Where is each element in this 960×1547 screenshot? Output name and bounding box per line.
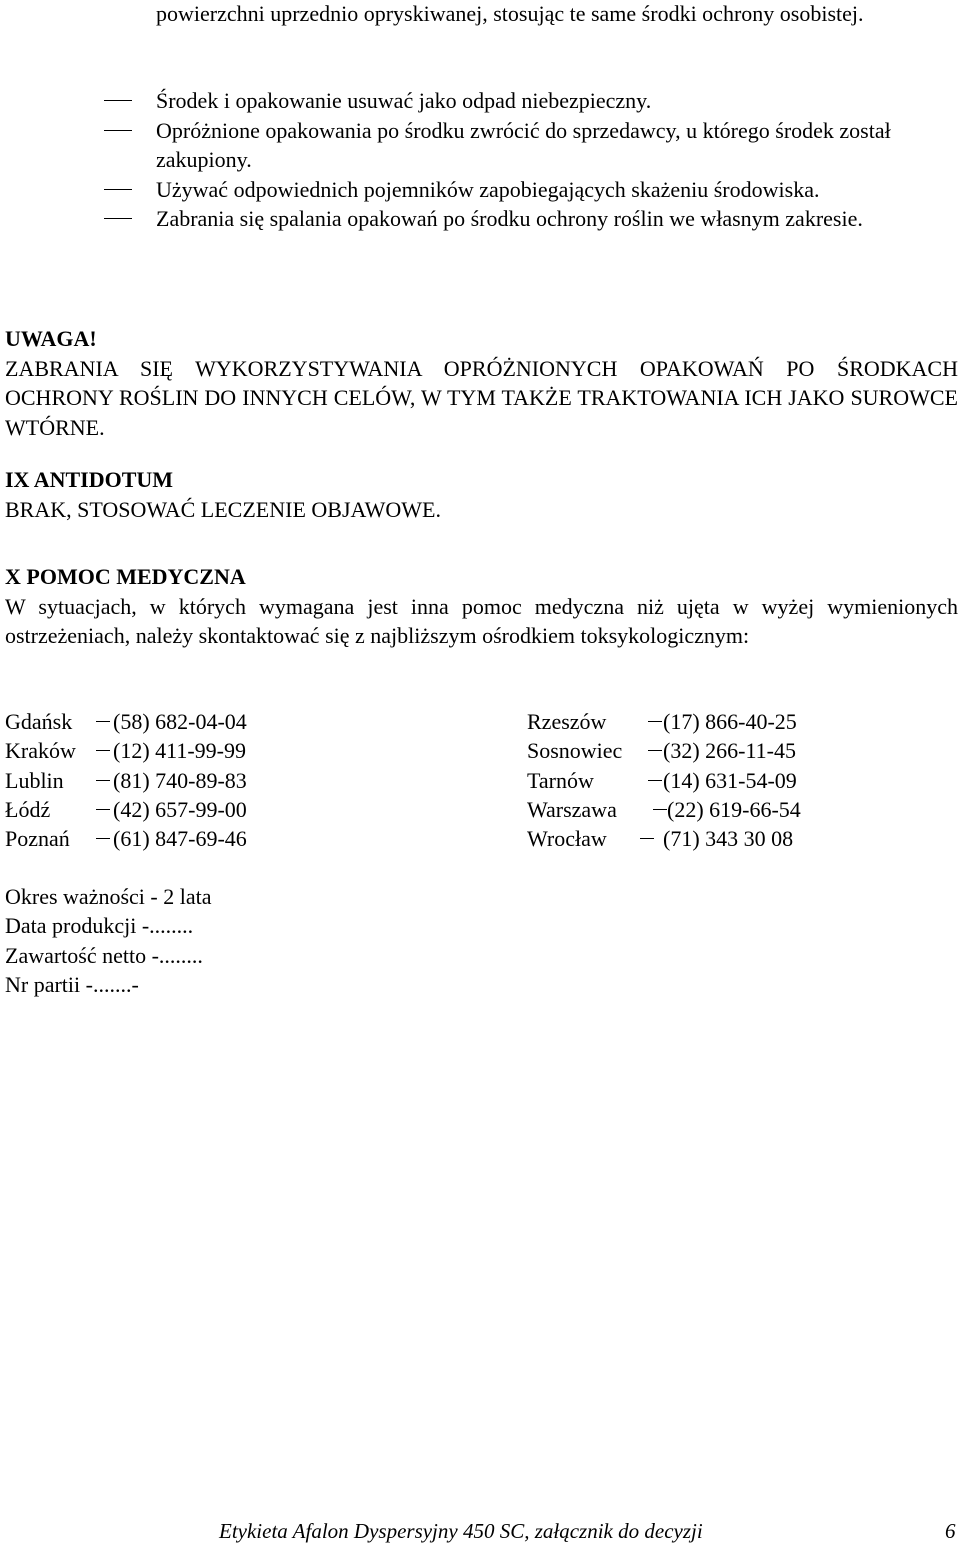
dash-bullet-icon	[104, 100, 132, 101]
dash-icon	[96, 721, 110, 722]
warning-text: ZABRANIA SIĘ WYKORZYSTYWANIA OPRÓŻNIONYCH OPAKOWAŃ PO ŚRODKACH OCHRONY ROŚLIN DO INNYCH CELÓW, W TYM TAKŻE TRAKTOWANIA ICH JAKO SUROWCE WTÓRNE.	[5, 355, 958, 440]
validity-line: Okres ważności - 2 lata	[5, 884, 212, 909]
contact-city: Rzeszów	[527, 709, 607, 734]
contacts-left-column	[5, 707, 425, 853]
batch-line: Nr partii -.......-	[5, 972, 139, 998]
dash-icon	[648, 721, 662, 722]
medical-help-heading: X POMOC MEDYCZNA	[5, 564, 246, 589]
contact-city: Sosnowiec	[527, 738, 623, 764]
disposal-list	[104, 86, 958, 234]
contact-row	[5, 766, 425, 795]
list-item	[104, 204, 958, 234]
dash-icon	[648, 750, 662, 751]
contact-phone: (32) 266-11-45	[663, 738, 796, 764]
product-info	[5, 882, 211, 1000]
contacts-right-column	[527, 707, 947, 853]
dash-bullet-icon	[104, 218, 132, 219]
contact-city: Gdańsk	[5, 709, 73, 734]
contact-row	[527, 707, 947, 736]
antidotum-section	[5, 465, 958, 524]
dash-icon	[653, 809, 667, 810]
medical-help-text: W sytuacjach, w których wymagana jest inna pomoc medyczna niż ujęta w wyżej wymienionych ostrzeżeniach, należy skontaktować się z najbliższym ośrodkiem toksykologicznym:	[5, 593, 958, 648]
contact-row	[527, 766, 947, 795]
list-item	[104, 116, 958, 175]
list-item	[104, 175, 958, 205]
list-item-text: Opróżnione opakowania po środku zwrócić do sprzedawcy, u którego środek został zakupiony.	[156, 117, 891, 172]
contact-phone: (71) 343 30 08	[663, 826, 794, 852]
contact-city: Warszawa	[527, 796, 617, 822]
page-number: 6	[945, 1519, 956, 1543]
list-item-text: Używać odpowiednich pojemników zapobiegających skażeniu środowiska.	[156, 176, 820, 202]
dash-icon	[640, 838, 654, 839]
antidotum-text: BRAK, STOSOWAĆ LECZENIE OBJAWOWE.	[5, 496, 441, 522]
dash-bullet-icon	[104, 189, 132, 190]
production-date-line: Data produkcji -........	[5, 913, 194, 939]
list-item-text: Środek i opakowanie usuwać jako odpad niebezpieczny.	[156, 88, 652, 113]
dash-icon	[96, 750, 110, 751]
contact-phone: (14) 631-54-09	[663, 767, 797, 793]
contact-row	[527, 736, 947, 765]
medical-help-section	[5, 562, 958, 651]
contact-row	[5, 824, 425, 853]
contact-phone: (17) 866-40-25	[663, 709, 797, 734]
contact-row	[5, 707, 425, 736]
list-item	[104, 86, 958, 116]
contact-city: Wrocław	[527, 826, 607, 852]
contact-phone: (42) 657-99-00	[113, 796, 247, 822]
dash-bullet-icon	[104, 130, 132, 131]
contact-phone: (12) 411-99-99	[113, 738, 246, 764]
dash-icon	[96, 809, 110, 810]
dash-icon	[96, 838, 110, 839]
contact-row	[5, 795, 425, 824]
dash-icon	[648, 780, 662, 781]
contact-phone: (81) 740-89-83	[113, 767, 247, 793]
contact-city: Kraków	[5, 738, 76, 764]
contact-row	[527, 795, 947, 824]
warning-heading: UWAGA!	[5, 326, 97, 351]
contact-city: Łódź	[5, 796, 51, 822]
contact-phone: (58) 682-04-04	[113, 709, 247, 734]
dash-icon	[96, 780, 110, 781]
contact-city: Lublin	[5, 767, 64, 793]
net-content-line: Zawartość netto -........	[5, 942, 203, 968]
intro-paragraph: powierzchni uprzednio opryskiwanej, stosując te same środki ochrony osobistej.	[156, 1, 864, 26]
contact-phone: (22) 619-66-54	[667, 796, 801, 822]
footer-title: Etykieta Afalon Dyspersyjny 450 SC, załącznik do decyzji	[219, 1519, 703, 1543]
antidotum-heading: IX ANTIDOTUM	[5, 467, 174, 492]
contact-city: Tarnów	[527, 767, 594, 793]
contact-row	[5, 736, 425, 765]
contact-phone: (61) 847-69-46	[113, 826, 247, 852]
contact-city: Poznań	[5, 826, 70, 852]
contact-row	[527, 824, 947, 853]
list-item-text: Zabrania się spalania opakowań po środku ochrony roślin we własnym zakresie.	[156, 206, 863, 231]
warning-section	[5, 324, 958, 442]
